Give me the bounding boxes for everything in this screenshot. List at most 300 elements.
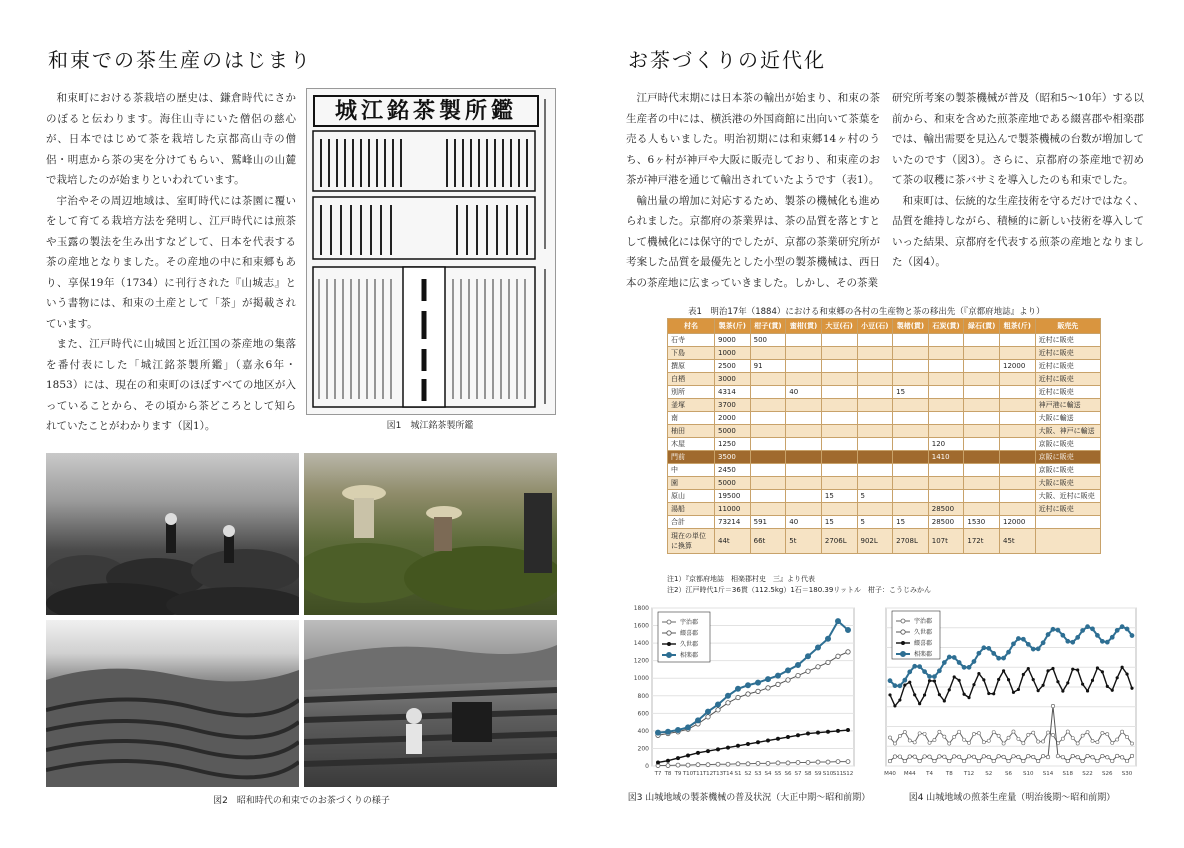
data-point xyxy=(745,683,750,688)
data-point xyxy=(1007,736,1010,739)
figure-4-chart xyxy=(870,600,1140,786)
table-cell xyxy=(857,334,893,347)
data-point xyxy=(977,651,981,655)
data-point xyxy=(992,731,995,734)
data-point xyxy=(756,741,759,744)
data-point xyxy=(1125,627,1129,631)
data-point xyxy=(943,700,946,703)
table-cell: 別所 xyxy=(668,386,715,399)
x-tick-label: S10 xyxy=(822,771,834,777)
data-point xyxy=(982,755,986,759)
table-header-cell: 柑子(貫) xyxy=(750,319,786,334)
table-cell: 19500 xyxy=(715,490,751,503)
data-point xyxy=(1027,733,1030,736)
data-point xyxy=(1081,759,1085,763)
data-point xyxy=(947,655,951,659)
table-cell xyxy=(964,360,1000,373)
data-point xyxy=(776,761,780,765)
table-row xyxy=(668,334,1101,347)
table-cell: 3700 xyxy=(715,399,751,412)
table-cell xyxy=(821,347,857,360)
table-row xyxy=(668,490,1101,503)
data-point xyxy=(846,650,850,654)
legend-marker xyxy=(667,620,671,624)
table-cell xyxy=(857,464,893,477)
x-tick-label: T13 xyxy=(712,771,724,777)
data-point xyxy=(1046,731,1049,734)
table-header-cell: 緑石(貫) xyxy=(964,319,1000,334)
data-point xyxy=(997,755,1001,759)
legend-marker xyxy=(901,641,904,644)
x-tick-label: M40 xyxy=(884,771,896,777)
data-point xyxy=(893,755,897,759)
data-point xyxy=(1076,669,1079,672)
table-cell xyxy=(821,373,857,386)
data-point xyxy=(1091,739,1094,742)
data-point xyxy=(1012,730,1015,733)
data-point xyxy=(913,694,916,697)
table-cell xyxy=(964,399,1000,412)
table-cell: 大阪、近村に販売 xyxy=(1035,490,1100,503)
data-point xyxy=(962,738,965,741)
table-cell: 2500 xyxy=(715,360,751,373)
data-point xyxy=(816,665,820,669)
legend-label: 宇治郡 xyxy=(680,619,699,626)
data-point xyxy=(1085,625,1089,629)
data-point xyxy=(933,680,936,683)
data-point xyxy=(948,689,951,692)
data-point xyxy=(1017,737,1020,740)
table-cell xyxy=(893,412,929,425)
data-point xyxy=(1057,680,1060,683)
data-point xyxy=(726,762,730,766)
table-cell xyxy=(928,399,964,412)
table-cell xyxy=(893,425,929,438)
data-point xyxy=(1116,738,1119,741)
data-point xyxy=(1042,740,1045,743)
data-point xyxy=(997,656,1001,660)
data-point xyxy=(1111,689,1114,692)
y-tick-label: 200 xyxy=(637,745,649,753)
data-point xyxy=(1096,740,1099,743)
data-point xyxy=(918,702,921,705)
x-tick-label: S12 xyxy=(842,771,854,777)
table-cell xyxy=(928,360,964,373)
x-tick-label: S22 xyxy=(1082,771,1093,777)
table-cell xyxy=(750,477,786,490)
table-cell: 44t xyxy=(715,529,751,554)
table-cell: 12000 xyxy=(1000,516,1036,529)
table-cell: 大阪、神戸に輸送 xyxy=(1035,425,1100,438)
table-cell xyxy=(786,360,822,373)
data-point xyxy=(726,701,730,705)
table-row xyxy=(668,386,1101,399)
data-point xyxy=(1126,673,1129,676)
data-point xyxy=(997,678,1000,681)
x-tick-label: T8 xyxy=(945,771,953,777)
data-point xyxy=(1031,755,1035,759)
data-point xyxy=(785,668,790,673)
paragraph: 輸出量の増加に対応するため、製茶の機械化も進められました。京都府の茶業界は、茶の品質を落とすとして機械化には保守的でしたが、京都の茶業研究所が考案した品質を最優先とした小型の製茶機械は、西日本の茶産地に広まっていきました。しかし、その茶業 xyxy=(626,194,880,289)
y-tick-label: 800 xyxy=(637,692,649,700)
table-cell xyxy=(821,451,857,464)
data-point xyxy=(1110,635,1114,639)
table-cell xyxy=(821,360,857,373)
figure-3-caption: 図3 山城地域の製茶機械の普及状況（大正中期〜昭和前期） xyxy=(627,793,871,803)
data-point xyxy=(1062,690,1065,693)
data-point xyxy=(972,659,976,663)
table-cell xyxy=(821,477,857,490)
data-point xyxy=(1036,647,1040,651)
data-point xyxy=(963,693,966,696)
table-cell: 石寺 xyxy=(668,334,715,347)
print-woodblock-texture xyxy=(307,89,555,414)
table-cell xyxy=(928,464,964,477)
table-cell xyxy=(893,373,929,386)
data-point xyxy=(923,694,926,697)
x-tick-label: S11 xyxy=(832,771,844,777)
data-point xyxy=(987,739,990,742)
table-cell: 5000 xyxy=(715,477,751,490)
table-cell: 京阪に販売 xyxy=(1035,438,1100,451)
x-tick-label: T12 xyxy=(702,771,714,777)
table-cell: 南 xyxy=(668,412,715,425)
figure-1-print xyxy=(306,88,556,415)
data-point xyxy=(1041,641,1045,645)
data-point xyxy=(1106,685,1109,688)
data-point xyxy=(1125,735,1128,738)
x-tick-label: S6 xyxy=(784,771,792,777)
x-tick-label: S1 xyxy=(734,771,742,777)
table-cell: 9000 xyxy=(715,334,751,347)
legend-label: 久世郡 xyxy=(680,641,699,648)
table-cell xyxy=(1000,451,1036,464)
table-cell: 5t xyxy=(786,529,822,554)
left-body-text xyxy=(46,88,296,437)
data-point xyxy=(1036,759,1040,763)
y-tick-label: 1000 xyxy=(633,675,649,683)
table-cell xyxy=(786,412,822,425)
table-cell xyxy=(964,464,1000,477)
table-cell xyxy=(928,347,964,360)
data-point xyxy=(1081,734,1084,737)
table-cell: 591 xyxy=(750,516,786,529)
data-point xyxy=(1061,737,1064,740)
table-row xyxy=(668,438,1101,451)
table-cell: 107t xyxy=(928,529,964,554)
data-point xyxy=(982,646,986,650)
table-cell xyxy=(750,490,786,503)
table-unit-row xyxy=(668,529,1101,554)
table-cell: 1000 xyxy=(715,347,751,360)
data-point xyxy=(796,760,800,764)
data-point xyxy=(1076,755,1080,759)
table-cell: 原山 xyxy=(668,490,715,503)
table-cell: 近村に販売 xyxy=(1035,503,1100,516)
data-point xyxy=(1002,670,1005,673)
x-tick-label: S5 xyxy=(774,771,782,777)
data-point xyxy=(725,693,730,698)
data-point xyxy=(706,763,710,767)
data-point xyxy=(918,759,922,763)
data-point xyxy=(1115,628,1119,632)
data-point xyxy=(716,748,719,751)
data-point xyxy=(962,759,966,763)
data-point xyxy=(1051,704,1055,708)
table-cell xyxy=(750,347,786,360)
table-cell xyxy=(821,412,857,425)
data-point xyxy=(1110,759,1114,763)
x-tick-label: S14 xyxy=(1042,771,1054,777)
data-point xyxy=(756,761,760,765)
legend-marker xyxy=(901,619,905,623)
data-point xyxy=(1032,678,1035,681)
table-body xyxy=(668,334,1101,554)
table-cell xyxy=(857,477,893,490)
data-point xyxy=(1022,759,1026,763)
data-point xyxy=(795,662,800,667)
x-tick-label: T10 xyxy=(682,771,694,777)
data-point xyxy=(1027,754,1031,758)
table-row xyxy=(668,360,1101,373)
data-point xyxy=(952,755,956,759)
table-cell: 現在の単位に換算 xyxy=(668,529,715,554)
data-point xyxy=(796,673,800,677)
data-point xyxy=(992,692,995,695)
data-point xyxy=(1086,690,1089,693)
table-cell xyxy=(964,425,1000,438)
data-point xyxy=(1031,647,1035,651)
data-point xyxy=(1056,754,1060,758)
table-cell xyxy=(786,373,822,386)
table-cell xyxy=(750,425,786,438)
data-point xyxy=(918,665,922,669)
data-point xyxy=(1130,754,1134,758)
data-point xyxy=(972,732,975,735)
data-point xyxy=(943,735,946,738)
data-point xyxy=(1096,759,1100,763)
photo-tea-harvest-worker-bw xyxy=(304,620,557,787)
table-cell xyxy=(964,334,1000,347)
data-point xyxy=(815,645,820,650)
table-cell xyxy=(750,451,786,464)
table-cell: 40 xyxy=(786,516,822,529)
data-point xyxy=(786,761,790,765)
table-cell: 2706L xyxy=(821,529,857,554)
data-point xyxy=(1007,759,1011,763)
table-cell xyxy=(928,334,964,347)
data-point xyxy=(987,646,991,650)
data-point xyxy=(1120,625,1124,629)
data-point xyxy=(846,728,849,731)
data-point xyxy=(655,730,660,735)
table-cell: 下島 xyxy=(668,347,715,360)
data-point xyxy=(806,760,810,764)
table-cell: 近村に販売 xyxy=(1035,347,1100,360)
data-point xyxy=(1026,642,1030,646)
table-cell xyxy=(964,412,1000,425)
data-point xyxy=(1061,633,1065,637)
table-cell xyxy=(1000,490,1036,503)
data-point xyxy=(1105,640,1109,644)
legend-marker xyxy=(667,642,670,645)
data-point xyxy=(1131,687,1134,690)
table-cell xyxy=(857,503,893,516)
legend-marker xyxy=(667,631,671,635)
data-point xyxy=(796,734,799,737)
data-point xyxy=(1101,731,1104,734)
table-cell: 172t xyxy=(964,529,1000,554)
data-point xyxy=(982,741,985,744)
paragraph: 和束町における茶栽培の歴史は、鎌倉時代にさかのぼると伝わります。海住山寺にいた僧侶の慈心が、日本ではじめて茶を栽培した京都高山寺の僧侶・明恵から茶の実を分けてもらい、鷲峰山の山麓で栽培したのが始まりといわれています。 xyxy=(46,92,296,186)
table-row xyxy=(668,399,1101,412)
data-point xyxy=(846,760,850,764)
data-point xyxy=(1121,666,1124,669)
table-cell xyxy=(1000,425,1036,438)
table-cell: 園 xyxy=(668,477,715,490)
table-cell xyxy=(786,477,822,490)
data-point xyxy=(898,755,902,759)
data-point xyxy=(1076,635,1080,639)
x-tick-label: S10 xyxy=(1023,771,1034,777)
data-point xyxy=(1012,691,1015,694)
data-point xyxy=(1051,733,1054,736)
data-point xyxy=(888,736,891,739)
data-point xyxy=(898,734,901,737)
table-cell xyxy=(750,386,786,399)
data-point xyxy=(1027,667,1030,670)
data-point xyxy=(1120,756,1124,760)
table-cell xyxy=(786,490,822,503)
table-note-2: 注2）江戸時代1斤＝36貫（112.5kg）1石＝180.39リットル 柑子：こうじみかん xyxy=(667,586,932,594)
data-point xyxy=(1091,679,1094,682)
data-point xyxy=(675,727,680,732)
table-header-cell: 小豆(石) xyxy=(857,319,893,334)
table-cell xyxy=(893,477,929,490)
table-cell xyxy=(821,425,857,438)
table-cell xyxy=(786,334,822,347)
legend-label: 相楽郡 xyxy=(914,651,933,658)
table-cell xyxy=(821,464,857,477)
table-cell: 近村に販売 xyxy=(1035,373,1100,386)
table-header-cell: 製楮(貫) xyxy=(893,319,929,334)
data-point xyxy=(1066,759,1070,763)
table-cell: 2450 xyxy=(715,464,751,477)
table-cell: 28500 xyxy=(928,503,964,516)
table-cell: 73214 xyxy=(715,516,751,529)
data-point xyxy=(937,669,941,673)
x-tick-label: T9 xyxy=(674,771,682,777)
table-cell: 近村に販売 xyxy=(1035,360,1100,373)
data-point xyxy=(806,669,810,673)
table-cell xyxy=(893,334,929,347)
photo-tea-picking-color xyxy=(304,453,557,615)
data-point xyxy=(1071,754,1075,758)
data-point xyxy=(1051,627,1055,631)
table-cell xyxy=(964,503,1000,516)
data-point xyxy=(903,730,906,733)
table-cell: 近村に販売 xyxy=(1035,386,1100,399)
data-point xyxy=(686,763,690,767)
data-point xyxy=(825,636,830,641)
table-cell xyxy=(893,399,929,412)
data-point xyxy=(1111,741,1114,744)
y-tick-label: 400 xyxy=(637,727,649,735)
table-cell: 15 xyxy=(821,516,857,529)
table-row xyxy=(668,347,1101,360)
data-point xyxy=(715,702,720,707)
data-point xyxy=(1056,628,1060,632)
data-point xyxy=(1002,742,1005,745)
x-tick-label: S2 xyxy=(744,771,752,777)
x-tick-label: T8 xyxy=(664,771,672,777)
data-point xyxy=(676,757,679,760)
table-cell xyxy=(893,438,929,451)
data-point xyxy=(736,744,739,747)
table-header-cell: 販売先 xyxy=(1035,319,1100,334)
data-point xyxy=(1106,733,1109,736)
table-cell xyxy=(1000,334,1036,347)
x-tick-label: S8 xyxy=(804,771,812,777)
data-point xyxy=(932,675,936,679)
data-point xyxy=(1011,642,1015,646)
data-point xyxy=(1130,742,1133,745)
paragraph: 和束町は、伝統的な生産技術を守るだけではなく、品質を維持しながら、積極的に新しい技術を導入していった結果、京都府を代表する煎茶の産地となりました（図4）。 xyxy=(892,194,1144,268)
table-header-cell: 蜜柑(貫) xyxy=(786,319,822,334)
x-tick-label: T12 xyxy=(963,771,975,777)
table-cell xyxy=(857,347,893,360)
table-cell xyxy=(928,412,964,425)
table-cell xyxy=(893,347,929,360)
data-point xyxy=(716,762,720,766)
data-point xyxy=(845,627,850,632)
data-point xyxy=(1066,639,1070,643)
table-cell: 15 xyxy=(821,490,857,503)
data-point xyxy=(997,734,1000,737)
print-header: 城江銘茶製所鑑 xyxy=(313,95,539,127)
data-point xyxy=(889,694,892,697)
data-point xyxy=(1017,688,1020,691)
legend-marker xyxy=(901,630,905,634)
data-point xyxy=(978,672,981,675)
table-cell xyxy=(893,451,929,464)
table-cell: 京阪に販売 xyxy=(1035,451,1100,464)
data-point xyxy=(1012,754,1016,758)
data-point xyxy=(1071,640,1075,644)
table-cell xyxy=(821,399,857,412)
data-point xyxy=(816,731,819,734)
data-point xyxy=(726,746,729,749)
legend-marker xyxy=(666,652,671,657)
data-point xyxy=(1052,667,1055,670)
table-cell xyxy=(928,425,964,438)
table-cell xyxy=(857,399,893,412)
table-cell xyxy=(786,464,822,477)
table-cell xyxy=(964,451,1000,464)
table-cell: 40 xyxy=(786,386,822,399)
data-point xyxy=(1081,683,1084,686)
table-cell: 大阪に販売 xyxy=(1035,477,1100,490)
table-row xyxy=(668,464,1101,477)
data-point xyxy=(1042,684,1045,687)
data-point xyxy=(908,670,912,674)
paragraph: 研究所考案の製茶機械が普及（昭和5〜10年）する以前から、和束を含めた煎茶産地である綴喜郡や相楽郡では、輸出需要を見込んで製茶機械の台数が増加していたのです（図3）。さらに、京都府の茶産地で初めて茶の収穫に茶バサミを導入したのも和束でした。 xyxy=(892,92,1144,186)
data-point xyxy=(898,684,902,688)
data-point xyxy=(977,759,981,763)
table-cell: 柚田 xyxy=(668,425,715,438)
data-point xyxy=(836,760,840,764)
x-tick-label: S6 xyxy=(1005,771,1013,777)
